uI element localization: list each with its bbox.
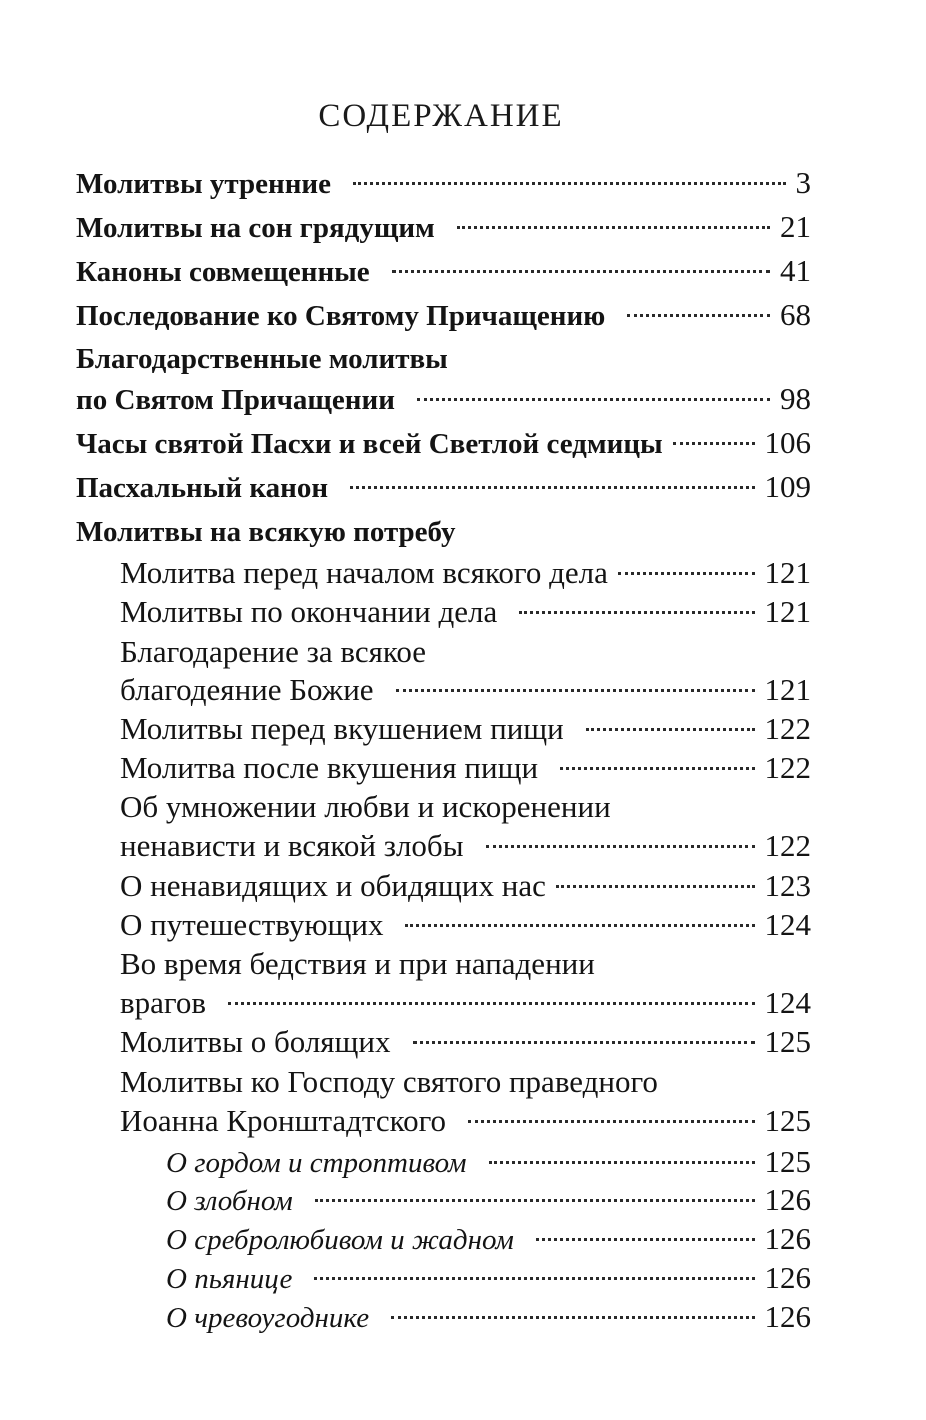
entry-title: О ненавидящих и обидящих нас — [120, 868, 546, 903]
page-number: 124 — [764, 985, 811, 1020]
dot-leader — [391, 1316, 754, 1319]
toc-entry — [76, 423, 811, 463]
toc-entry — [120, 905, 811, 945]
page-number: 109 — [764, 469, 811, 504]
dot-leader — [618, 572, 755, 575]
page-number: 126 — [764, 1299, 811, 1334]
entry-title: ненависти и всякой злобы — [120, 828, 464, 863]
toc-entry — [120, 1101, 811, 1141]
entry-title: О чревоугоднике — [166, 1302, 370, 1334]
dot-leader — [353, 182, 786, 185]
toc-entry — [120, 592, 811, 632]
dot-leader — [673, 442, 755, 445]
entry-title: О сребролюбивом и жадном — [166, 1224, 514, 1256]
toc-entry — [76, 295, 811, 335]
toc-entry-line1 — [120, 787, 811, 827]
dot-leader — [560, 767, 754, 770]
entry-title: Каноны совмещенные — [76, 256, 370, 288]
dot-leader — [417, 398, 770, 401]
page-number: 121 — [764, 555, 811, 590]
page-number: 68 — [780, 297, 811, 332]
toc-entry — [166, 1180, 811, 1220]
dot-leader — [315, 1199, 755, 1202]
toc-entry-line1 — [120, 632, 811, 672]
page-number: 122 — [764, 828, 811, 863]
toc-entry — [166, 1297, 811, 1337]
dot-leader — [536, 1238, 755, 1241]
entry-title: Молитва перед началом всякого дела — [120, 555, 608, 590]
toc-entry — [166, 1142, 811, 1182]
entry-title-line1: Об умножении любви и искоренении — [120, 789, 611, 824]
dot-leader — [519, 611, 754, 614]
page-number: 121 — [764, 672, 811, 707]
page-number: 124 — [764, 907, 811, 942]
toc-entry — [76, 251, 811, 291]
toc-entry — [166, 1219, 811, 1259]
section-heading: Молитвы на всякую потребу — [76, 516, 456, 548]
toc-entry — [76, 207, 811, 247]
entry-title: Молитвы по окончании дела — [120, 594, 498, 629]
page-number: 123 — [764, 868, 811, 903]
entry-title: О путешествующих — [120, 907, 384, 942]
page-number: 98 — [780, 381, 811, 416]
toc-entry — [120, 553, 811, 593]
page-number: 3 — [795, 165, 811, 200]
toc-entry — [76, 467, 811, 507]
dot-leader — [405, 924, 754, 927]
dot-leader — [468, 1120, 754, 1123]
entry-title: О гордом и строптивом — [166, 1147, 467, 1179]
entry-title: Молитвы утренние — [76, 168, 331, 200]
toc-entry — [120, 983, 811, 1023]
page-number: 122 — [764, 750, 811, 785]
entry-title: Последование ко Святому Причащению — [76, 300, 606, 332]
entry-title: Молитвы на сон грядущим — [76, 212, 435, 244]
dot-leader — [556, 885, 755, 888]
page-number: 122 — [764, 711, 811, 746]
page-number: 121 — [764, 594, 811, 629]
entry-title: врагов — [120, 985, 206, 1020]
entry-title: О пьянице — [166, 1263, 293, 1295]
toc-entry — [120, 670, 811, 710]
entry-title: по Святом Причащении — [76, 384, 395, 416]
dot-leader — [627, 314, 770, 317]
dot-leader — [228, 1002, 755, 1005]
toc-entry — [120, 748, 811, 788]
dot-leader — [486, 845, 755, 848]
page-number: 21 — [780, 209, 811, 244]
entry-title: благодеяние Божие — [120, 672, 374, 707]
dot-leader — [413, 1041, 755, 1044]
page-number: 126 — [764, 1260, 811, 1295]
dot-leader — [489, 1161, 755, 1164]
dot-leader — [392, 270, 770, 273]
dot-leader — [457, 226, 770, 229]
entry-title-line1: Во время бедствия и при нападении — [120, 946, 595, 981]
toc-entry-line1 — [120, 1062, 811, 1102]
toc-entry-line1 — [76, 339, 811, 379]
page-number: 125 — [764, 1024, 811, 1059]
toc-section-heading — [76, 512, 811, 552]
page-number: 106 — [764, 425, 811, 460]
toc-entry — [76, 379, 811, 419]
toc-entry-line1 — [120, 944, 811, 984]
entry-title-line1: Благодарственные молитвы — [76, 343, 448, 375]
page-number: 126 — [764, 1182, 811, 1217]
page-number: 41 — [780, 253, 811, 288]
toc-entry — [76, 163, 811, 203]
entry-title: Пасхальный канон — [76, 472, 329, 504]
dot-leader — [586, 728, 755, 731]
entry-title: Молитвы о болящих — [120, 1024, 391, 1059]
toc-entry — [120, 826, 811, 866]
page-number: 126 — [764, 1221, 811, 1256]
dot-leader — [314, 1277, 754, 1280]
entry-title: Часы святой Пасхи и всей Светлой седмицы — [76, 428, 663, 460]
entry-title-line1: Благодарение за всякое — [120, 634, 427, 669]
page-number: 125 — [764, 1103, 811, 1138]
entry-title: Иоанна Кронштадтского — [120, 1103, 447, 1138]
toc-entry — [120, 866, 811, 906]
page-number: 125 — [764, 1144, 811, 1179]
entry-title: О злобном — [166, 1185, 293, 1217]
toc-entry — [120, 1022, 811, 1062]
page-title: СОДЕРЖАНИЕ — [318, 98, 564, 134]
entry-title: Молитвы перед вкушением пищи — [120, 711, 564, 746]
entry-title-line1: Молитвы ко Господу святого праведного — [120, 1064, 658, 1099]
entry-title: Молитва после вкушения пищи — [120, 750, 539, 785]
toc-entry — [166, 1258, 811, 1298]
toc-entry — [120, 709, 811, 749]
dot-leader — [396, 689, 755, 692]
dot-leader — [350, 486, 754, 489]
